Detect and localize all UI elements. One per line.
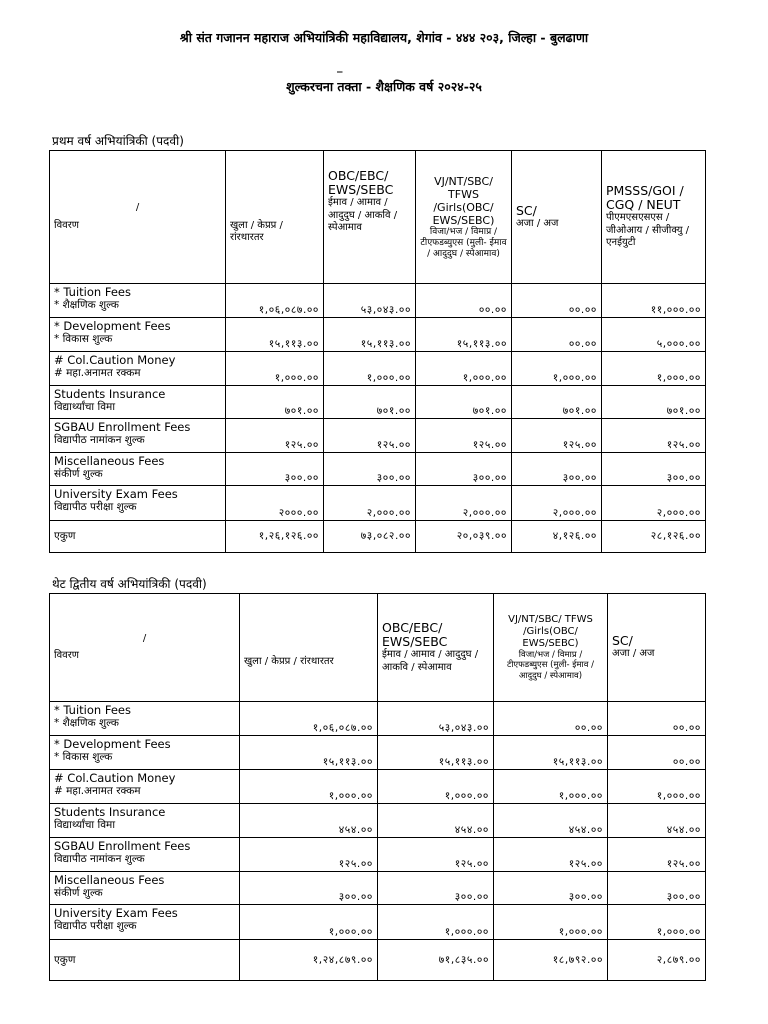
fee-name-mr: विद्यापीठ परीक्षा शुल्क <box>54 920 137 932</box>
header-sc <box>608 594 706 702</box>
fee-value: ००.०० <box>512 318 602 352</box>
fee-value: २,०००.०० <box>512 486 602 521</box>
table-row <box>50 770 706 804</box>
title-dash: _ <box>337 60 343 73</box>
fee-value: १५,११३.०० <box>378 736 494 770</box>
header-obc <box>324 151 416 284</box>
total-label: एकुण <box>50 940 240 981</box>
table-row <box>50 352 706 386</box>
fee-value: १,०००.०० <box>494 905 608 940</box>
header-pmsss <box>602 151 706 284</box>
fee-name-mr: * विकास शुल्क <box>54 751 113 763</box>
fee-name-mr: विद्यापीठ नामांकन शुल्क <box>54 434 145 446</box>
header-description <box>50 151 226 284</box>
fee-value: १२५.०० <box>608 838 706 872</box>
header-vjnt-en: VJ/NT/SBC/ TFWS /Girls(OBC/ EWS/SEBC) <box>432 174 495 227</box>
fee-value: ४५४.०० <box>494 804 608 838</box>
fee-name-mr: * शैक्षणिक शुल्क <box>54 299 119 311</box>
fee-value: ३००.०० <box>240 872 378 905</box>
fee-value: १५,११३.०० <box>416 318 512 352</box>
fee-value: १,०००.०० <box>226 352 324 386</box>
header-description-label: विवरण <box>54 220 80 231</box>
table-row <box>50 872 706 905</box>
fee-name-mr: * विकास शुल्क <box>54 333 113 345</box>
header-pmsss-mr: पीएमएसएसएस / जीओआय / सीजीक्यु / एनईयुटी <box>606 212 690 249</box>
fee-value: १५,११३.०० <box>494 736 608 770</box>
fee-name-en: * Development Fees <box>54 319 171 333</box>
fee-value: १,०००.०० <box>378 770 494 804</box>
header-sc-mr: अजा / अज <box>516 217 559 229</box>
fee-value: १,०००.०० <box>324 352 416 386</box>
header-slash: / <box>135 201 140 213</box>
fee-value: १२५.०० <box>512 419 602 453</box>
fee-value: ४५४.०० <box>240 804 378 838</box>
header-open-category <box>240 594 378 702</box>
total-value: २८,१२६.०० <box>602 521 706 553</box>
fee-value: १२५.०० <box>494 838 608 872</box>
table-row <box>50 386 706 419</box>
table-row <box>50 284 706 318</box>
fee-value: १,०००.०० <box>494 770 608 804</box>
total-value: १,२६,१२६.०० <box>226 521 324 553</box>
fee-value: ५,०००.०० <box>602 318 706 352</box>
fee-name-en: University Exam Fees <box>54 906 178 920</box>
header-pmsss-en: PMSSS/GOI / CGQ / NEUT <box>606 183 684 213</box>
table-row <box>50 804 706 838</box>
table-row <box>50 453 706 486</box>
fee-value: ३००.०० <box>512 453 602 486</box>
header-vjnt <box>494 594 608 702</box>
header-sc-mr: अजा / अज <box>612 648 655 660</box>
fee-name-mr: विद्यार्थ्यांचा विमा <box>54 819 116 831</box>
fee-value: १५,११३.०० <box>240 736 378 770</box>
fee-name-en: * Development Fees <box>54 737 171 751</box>
fee-value: ००.०० <box>512 284 602 318</box>
table-row <box>50 486 706 521</box>
total-value: १८,७९२.०० <box>494 940 608 981</box>
fee-name-en: * Tuition Fees <box>54 703 131 717</box>
fee-name-mr: # महा.अनामत रक्कम <box>54 367 141 379</box>
fee-value: २,०००.०० <box>416 486 512 521</box>
header-sc-en: SC/ <box>516 202 537 218</box>
header-obc <box>378 594 494 702</box>
total-row <box>50 940 706 981</box>
fee-value: ००.०० <box>494 702 608 736</box>
fee-value: १२५.०० <box>324 419 416 453</box>
fee-value: ७०१.०० <box>416 386 512 419</box>
fee-name-en: Students Insurance <box>54 805 166 819</box>
header-vjnt-mr: विजा/भज / विमाप्र / टीएफडब्युएस (मुली- ईमाव / आदुदुघ / स्पेआमाव) <box>506 649 595 681</box>
fee-value: ००.०० <box>608 702 706 736</box>
fee-name-en: * Tuition Fees <box>54 285 131 299</box>
total-value: ७१,८३५.०० <box>378 940 494 981</box>
header-obc-mr: ईमाव / आमाव / आदुदुघ / आकवि / स्पेआमाव <box>382 649 479 673</box>
fee-value: १,०००.०० <box>608 905 706 940</box>
header-open-label: खुला / केप्रप्र / रांरथारतर <box>230 219 283 243</box>
fee-value: ७०१.०० <box>324 386 416 419</box>
table-row <box>50 419 706 453</box>
table-row <box>50 905 706 940</box>
fee-value: १,०००.०० <box>416 352 512 386</box>
fee-value: २,०००.०० <box>324 486 416 521</box>
fee-value: १,०००.०० <box>240 905 378 940</box>
header-sc <box>512 151 602 284</box>
total-value: ४,१२६.०० <box>512 521 602 553</box>
total-value: ७३,०८२.०० <box>324 521 416 553</box>
fee-value: ००.०० <box>608 736 706 770</box>
fee-value: ११,०००.०० <box>602 284 706 318</box>
fee-name-mr: * शैक्षणिक शुल्क <box>54 717 119 729</box>
fee-value: १,०६,०८७.०० <box>226 284 324 318</box>
fee-name-mr: विद्यापीठ परीक्षा शुल्क <box>54 501 137 513</box>
header-description-label: विवरण <box>54 649 80 661</box>
table-row <box>50 838 706 872</box>
fee-name-mr: विद्यापीठ नामांकन शुल्क <box>54 853 145 865</box>
fee-name-en: SGBAU Enrollment Fees <box>54 839 191 853</box>
total-value: २०,०३९.०० <box>416 521 512 553</box>
fee-name-en: # Col.Caution Money <box>54 771 176 785</box>
fee-value: १५,११३.०० <box>226 318 324 352</box>
fee-name-mr: # महा.अनामत रक्कम <box>54 785 141 797</box>
table-row <box>50 736 706 770</box>
header-open-category <box>226 151 324 284</box>
total-value: १,२४,८७९.०० <box>240 940 378 981</box>
total-label: एकुण <box>50 521 226 553</box>
fee-value: १,०००.०० <box>378 905 494 940</box>
fee-structure-subtitle: शुल्करचना तक्ता - शैक्षणिक वर्ष २०२४-२५ <box>286 79 482 94</box>
total-value: २,८७९.०० <box>608 940 706 981</box>
fee-value: ३००.०० <box>226 453 324 486</box>
fee-value: १२५.०० <box>378 838 494 872</box>
fee-name-en: SGBAU Enrollment Fees <box>54 420 191 434</box>
header-obc-mr: ईमाव / आमाव / आदुदुघ / आकवि / स्पेआमाव <box>328 197 398 233</box>
fee-value: १,०६,०८७.०० <box>240 702 378 736</box>
fee-value: ३००.०० <box>494 872 608 905</box>
header-description <box>50 594 240 702</box>
fee-value: १,०००.०० <box>240 770 378 804</box>
header-vjnt <box>416 151 512 284</box>
header-vjnt-en: VJ/NT/SBC/ TFWS /Girls(OBC/ EWS/SEBC) <box>508 613 593 649</box>
fee-value: १२५.०० <box>226 419 324 453</box>
fee-value: ४५४.०० <box>378 804 494 838</box>
total-row <box>50 521 706 553</box>
fee-value: १५,११३.०० <box>324 318 416 352</box>
header-sc-en: SC/ <box>612 633 633 649</box>
fee-value: ३००.०० <box>608 872 706 905</box>
fee-value: ५३,०४३.०० <box>378 702 494 736</box>
table-row <box>50 318 706 352</box>
fee-value: ३००.०० <box>602 453 706 486</box>
fee-name-mr: विद्यार्थ्यांचा विमा <box>54 401 116 413</box>
first-year-section-label: प्रथम वर्ष अभियांत्रिकी (पदवी) <box>52 134 184 148</box>
fee-value: ७०१.०० <box>512 386 602 419</box>
fee-value: ४५४.०० <box>608 804 706 838</box>
fee-value: १,०००.०० <box>512 352 602 386</box>
fee-value: १२५.०० <box>416 419 512 453</box>
fee-value: ७०१.०० <box>602 386 706 419</box>
fee-name-en: Students Insurance <box>54 387 166 401</box>
fee-name-mr: संकीर्ण शुल्क <box>54 468 103 480</box>
fee-name-en: # Col.Caution Money <box>54 353 176 367</box>
fee-value: २०००.०० <box>226 486 324 521</box>
header-slash: / <box>142 633 147 644</box>
fee-value: ५३,०४३.०० <box>324 284 416 318</box>
fee-name-mr: संकीर्ण शुल्क <box>54 887 103 899</box>
fee-value: ३००.०० <box>378 872 494 905</box>
header-obc-en: OBC/EBC/ EWS/SEBC <box>328 168 394 197</box>
fee-value: २,०००.०० <box>602 486 706 521</box>
fee-value: १२५.०० <box>240 838 378 872</box>
header-obc-en: OBC/EBC/ EWS/SEBC <box>382 620 448 649</box>
fee-value: ००.०० <box>416 284 512 318</box>
fee-value: १,०००.०० <box>608 770 706 804</box>
fee-value: ७०१.०० <box>226 386 324 419</box>
fee-value: १२५.०० <box>602 419 706 453</box>
first-year-fee-table <box>49 150 706 553</box>
fee-name-en: University Exam Fees <box>54 487 178 501</box>
fee-name-en: Miscellaneous Fees <box>54 454 165 468</box>
direct-second-year-section-label: थेट द्वितीय वर्ष अभियांत्रिकी (पदवी) <box>52 577 207 591</box>
institution-title: श्री संत गजानन महाराज अभियांत्रिकी महाविद्यालय, शेगांव - ४४४ २०३, जिल्हा - बुलढाणा <box>179 30 589 45</box>
fee-value: ३००.०० <box>324 453 416 486</box>
fee-value: १,०००.०० <box>602 352 706 386</box>
fee-name-en: Miscellaneous Fees <box>54 873 165 887</box>
header-open-label: खुला / केप्रप्र / रांरथारतर <box>244 656 334 668</box>
fee-value: ३००.०० <box>416 453 512 486</box>
table-row <box>50 702 706 736</box>
direct-second-year-fee-table <box>49 593 706 981</box>
header-vjnt-mr: विजा/भज / विमाप्र / टीएफडब्युएस (मुली- ईमाव / आदुदुघ / स्पेआमाव) <box>420 226 507 259</box>
